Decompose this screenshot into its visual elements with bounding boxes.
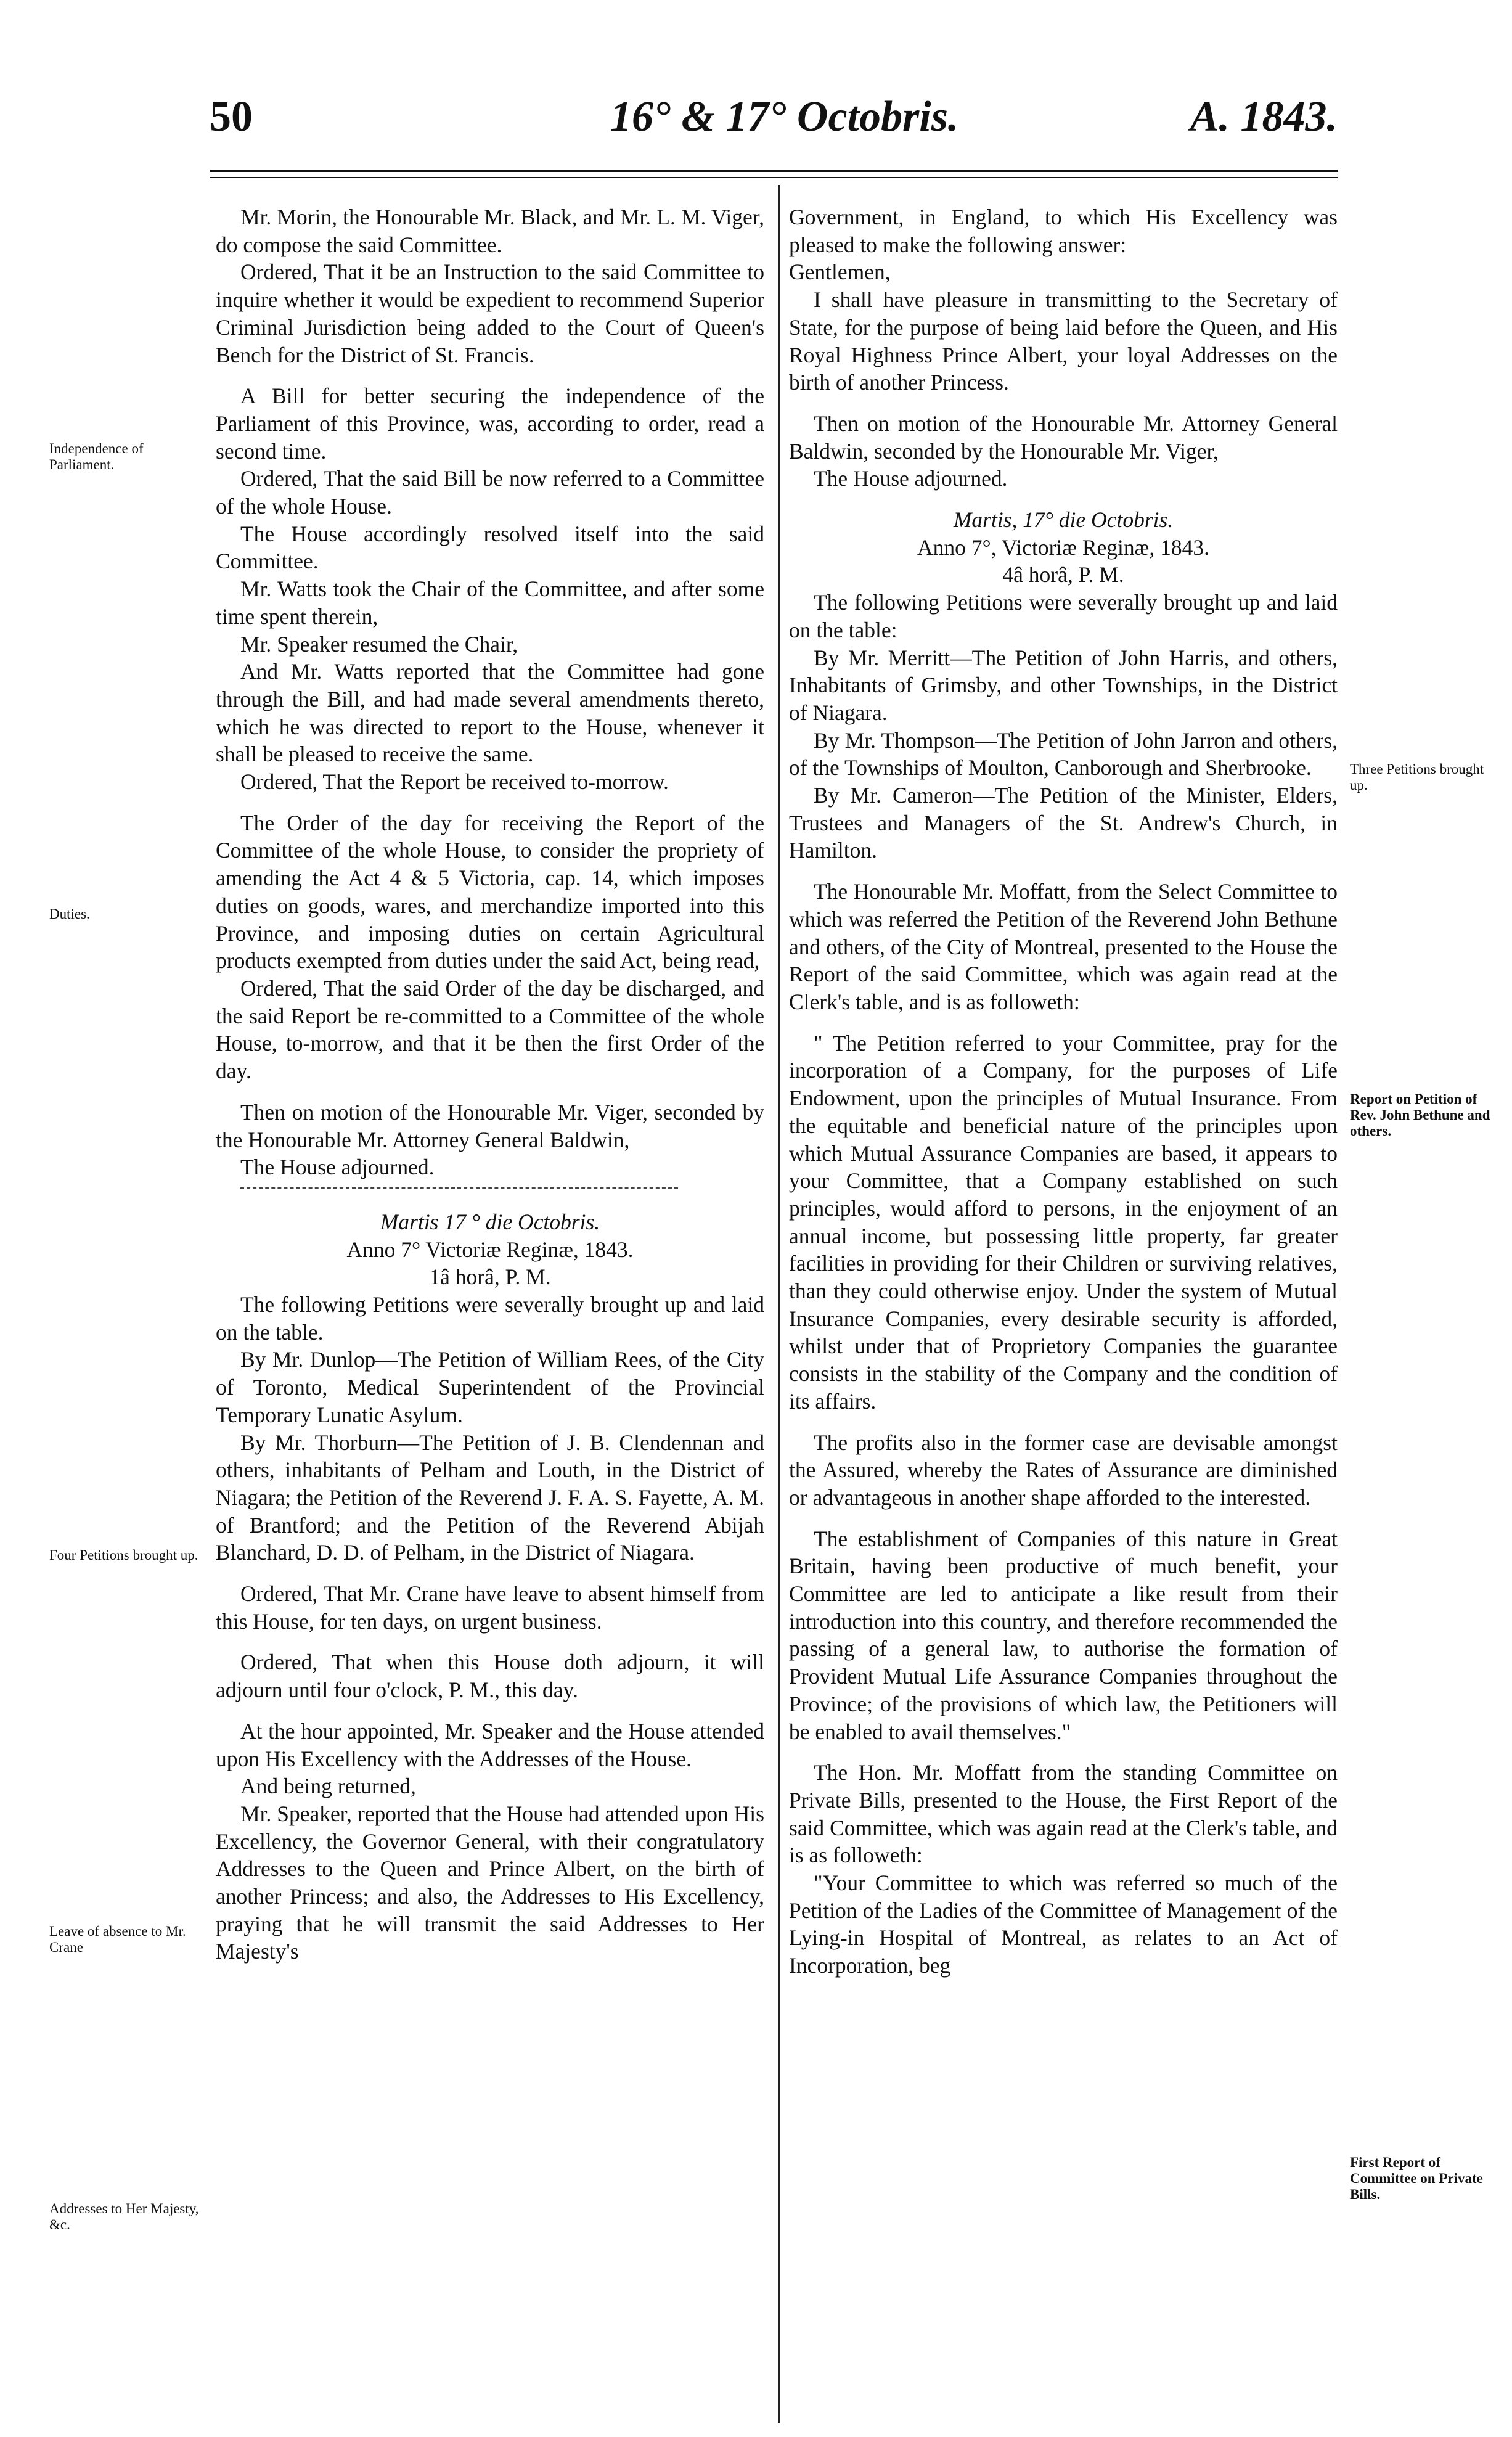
paragraph: Government, in England, to which His Excellency was pleased to make the following answer: (789, 205, 1338, 257)
paragraph: " The Petition referred to your Committee, pray for the incorporation of a Company, for the purposes of Life Endowment, upon the principles of Mutual Insurance. From the equitable and beneficial nature of the principles upon which Mutual Assurance Companies are based, it appears to your Committee, that a Company established on such principles, would afford to persons, in the enjoyment of an annual income, but possessing little property, far greater facilities in providing for their Children or surviving relatives, than they could otherwise enjoy. Under the system of Mutual Insurance Companies, every desirable security is afforded, whilst under that of Proprietory Companies the guarantee consists in the stability of the Company and the condition of its affairs. (789, 1030, 1338, 1414)
paragraph: By Mr. Merritt—The Petition of John Harris, and others, Inhabitants of Grimsby, and other Townships, in the District of Niagara. (789, 645, 1338, 725)
paragraph: The following Petitions were severally brought up and laid on the table: (789, 590, 1338, 642)
paragraph: The establishment of Companies of this nature in Great Britain, having been productive of much benefit, your Committee are led to anticipate a like result from their introduction into this country, and therefore recommended the passing of a general law, to authorise the formation of Provident Mutual Life Assurance Companies throughout the Province; of the provisions of which law, the Petitioners will be enabled to avail themselves." (789, 1526, 1338, 1744)
margin-note-leave: Leave of absence to Mr. Crane (49, 1923, 186, 1955)
paragraph: By Mr. Thorburn—The Petition of J. B. Clendennan and others, inhabitants of Pelham and Louth, in the District of Niagara; the Petition of the Reverend J. F. A. S. Fayette, A. M. of Brantford; and the Petition of the Reverend Abijah Blanchard, D. D. of Pelham, in the District of Niagara. (216, 1430, 764, 1565)
paragraph: The House adjourned. (240, 1155, 435, 1180)
page-number: 50 (210, 93, 253, 141)
paragraph: Mr. Watts took the Chair of the Committee, and after some time spent therein, (216, 576, 764, 629)
right-column (789, 203, 1338, 1980)
paragraph: Then on motion of the Honourable Mr. Viger, seconded by the Honourable Mr. Attorney General Baldwin, (216, 1099, 764, 1152)
section-separator (240, 1187, 678, 1202)
header-rule-thin (210, 177, 1338, 178)
paragraph: The Hon. Mr. Moffatt from the standing Committee on Private Bills, presented to the House, the First Report of the said Committee, which was again read at the Clerk's table, and is as followeth: (789, 1760, 1338, 1868)
paragraph: The Honourable Mr. Moffatt, from the Select Committee to which was referred the Petition of the Reverend John Bethune and others, of the City of Montreal, presented to the House the Report of the said Committee, which was again read at the Clerk's table, and is as followeth: (789, 879, 1338, 1014)
paragraph: Gentlemen, (789, 260, 891, 285)
sitting-heading: Martis 17 ° die Octobris. (380, 1209, 600, 1234)
margin-note-three-petitions: Three Petitions brought up. (1350, 761, 1484, 793)
paragraph: And being returned, (240, 1774, 416, 1799)
paragraph: By Mr. Dunlop—The Petition of William Rees, of the City of Toronto, Medical Superintendent of the Provincial Temporary Lunatic Asylum. (216, 1347, 764, 1427)
paragraph: The Order of the day for receiving the Report of the Committee of the whole House, to consider the propriety of amending the Act 4 & 5 Victoria, cap. 14, which imposes duties on goods, wares, and merchandize imported into this Province, and imposing duties on certain Agricultural products exempted from duties under the said Act, being read, (216, 810, 764, 973)
paragraph: Mr. Morin, the Honourable Mr. Black, and Mr. L. M. Viger, do compose the said Committee. (216, 205, 764, 257)
paragraph: The following Petitions were severally brought up and laid on the table. (216, 1292, 764, 1345)
paragraph: Ordered, That Mr. Crane have leave to absent himself from this House, for ten days, on urgent business. (216, 1581, 764, 1634)
paragraph: At the hour appointed, Mr. Speaker and the House attended upon His Excellency with the Addresses of the House. (216, 1718, 764, 1771)
margin-note-four-petitions: Four Petitions brought up. (49, 1547, 198, 1563)
paragraph: "Your Committee to which was referred so much of the Petition of the Ladies of the Committee of Management of the Lying-in Hospital of Montreal, as relates to an Act of Incorporation, beg (789, 1870, 1338, 1978)
paragraph: Ordered, That the said Order of the day be discharged, and the said Report be re-committed to a Committee of the whole House, to-morrow, and that it be then the first Order of the day. (216, 975, 764, 1084)
sitting-heading: 4â horâ, P. M. (1002, 562, 1124, 588)
margin-note-report: Report on Petition of Rev. John Bethune and others. (1350, 1091, 1490, 1139)
paragraph: Mr. Speaker, reported that the House had attended upon His Excellency, the Governor General, with their congratulatory Addresses to the Queen and Prince Albert, on the birth of another Princess; and also, the Addresses to His Excellency, praying that he will transmit the said Addresses to Her Majesty's (216, 1801, 764, 1964)
margin-note-first-report: First Report of Committee on Private Bills. (1350, 2155, 1483, 2202)
paragraph: Ordered, That the Report be received to-morrow. (240, 769, 669, 795)
paragraph: The House accordingly resolved itself into the said Committee. (216, 521, 764, 574)
paragraph: By Mr. Thompson—The Petition of John Jarron and others, of the Townships of Moulton, Canborough and Sherbrooke. (789, 727, 1338, 780)
sitting-heading: Anno 7° Victoriæ Reginæ, 1843. (346, 1237, 634, 1262)
margin-note-duties: Duties. (49, 906, 90, 922)
paragraph: By Mr. Cameron—The Petition of the Minister, Elders, Trustees and Managers of the St. Andrew's Church, in Hamilton. (789, 783, 1338, 863)
paragraph: Mr. Speaker resumed the Chair, (240, 631, 518, 657)
page-date-title: 16° & 17° Octobris. (610, 93, 959, 141)
sitting-heading: Anno 7°, Victoriæ Reginæ, 1843. (917, 535, 1209, 560)
sitting-heading: Martis, 17° die Octobris. (953, 507, 1174, 533)
paragraph: Ordered, That when this House doth adjourn, it will adjourn until four o'clock, P. M., this day. (216, 1650, 764, 1703)
left-column (216, 203, 764, 1965)
paragraph: I shall have pleasure in transmitting to the Secretary of State, for the purpose of being laid before the Queen, and His Royal Highness Prince Albert, your loyal Addresses on the birth of another Princess. (789, 287, 1338, 395)
page-year: A. 1843. (1190, 93, 1338, 141)
paragraph: A Bill for better securing the independence of the Parliament of this Province, was, according to order, read a second time. (216, 383, 764, 464)
column-divider (778, 185, 780, 2423)
margin-note-independence: Independence of Parliament. (49, 441, 144, 472)
paragraph: Ordered, That it be an Instruction to the said Committee to inquire whether it would be expedient to recommend Superior Criminal Jurisdiction being added to the Court of Queen's Bench for the District of St. Francis. (216, 260, 764, 367)
page-header (210, 92, 1338, 154)
paragraph: Ordered, That the said Bill be now referred to a Committee of the whole House. (216, 466, 764, 519)
paragraph: And Mr. Watts reported that the Committee had gone through the Bill, and had made several amendments thereto, which he was directed to report to the House, whenever it shall be pleased to receive the same. (216, 659, 764, 767)
paragraph: Then on motion of the Honourable Mr. Attorney General Baldwin, seconded by the Honourable Mr. Viger, (789, 411, 1338, 464)
paragraph: The House adjourned. (814, 466, 1008, 491)
paragraph: The profits also in the former case are devisable amongst the Assured, whereby the Rates of Assurance are diminished or advantageous in another shape afforded to the interested. (789, 1430, 1338, 1510)
header-rule (210, 170, 1338, 172)
margin-note-addresses: Addresses to Her Majesty, &c. (49, 2201, 199, 2232)
sitting-heading: 1â horâ, P. M. (429, 1264, 551, 1290)
